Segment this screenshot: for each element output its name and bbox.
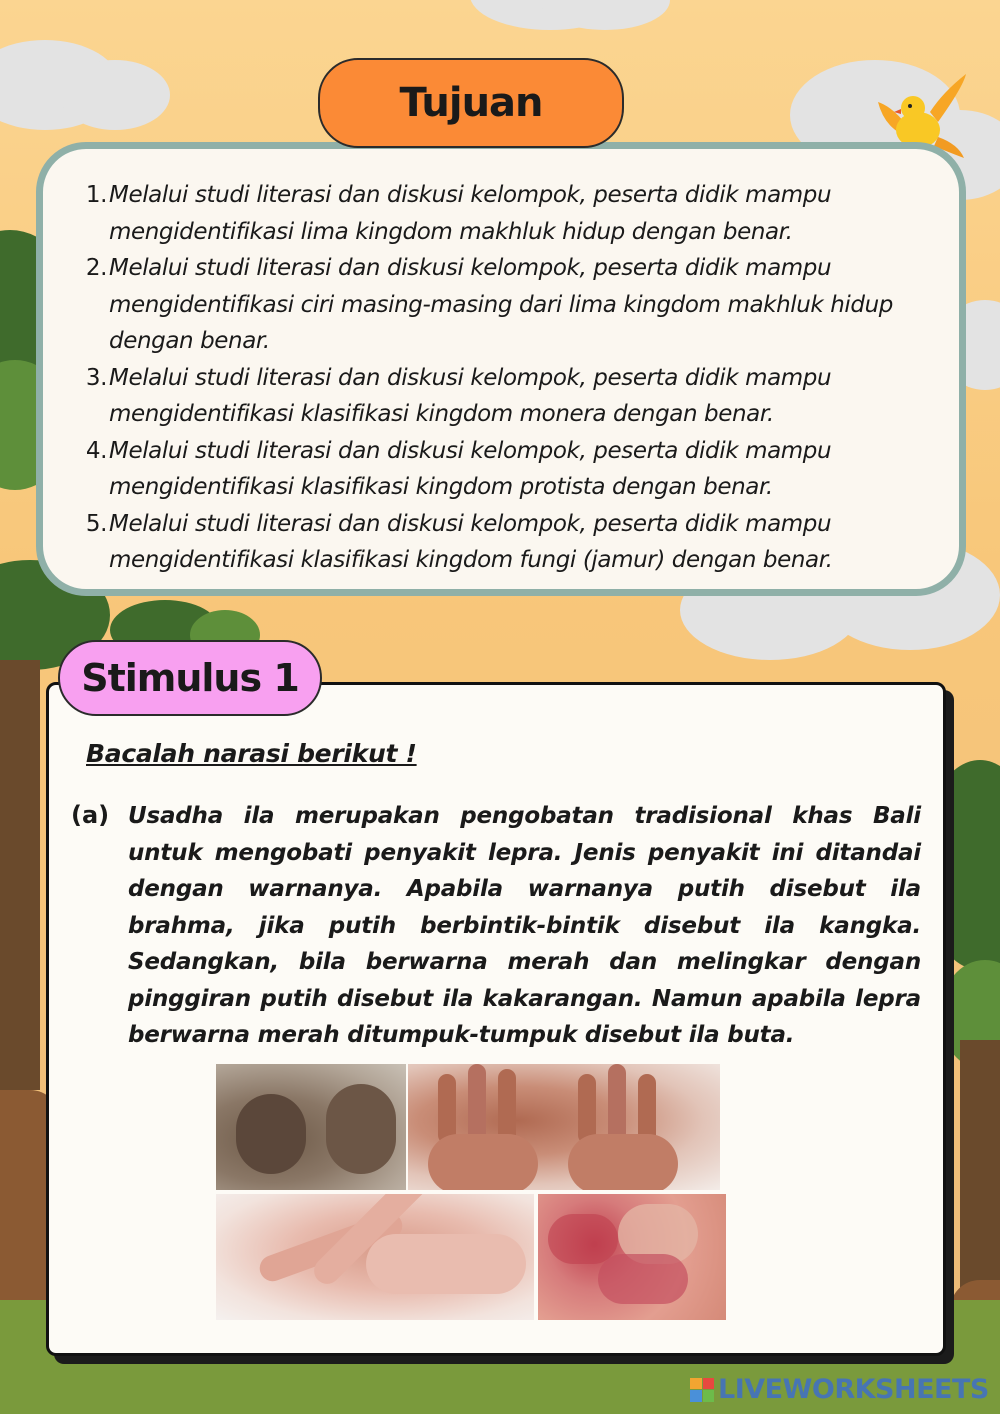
narrative-text: Usadha ila merupakan pengobatan tradisional khas Bali untuk mengobati penyakit lepra. Jenis penyakit ini ditandai dengan warnanya. Apabila warnanya putih disebut ila brahma, jika putih berbintik-bintik disebut ila kangka. Sedangkan, bila berwarna merah dan melingkar dengan pinggiran putih disebut ila kakarangan. Namun apabila lepra berwarna merah ditumpuk-tumpuk disebut ila buta. bbox=[128, 803, 921, 1048]
goal-text: Melalui studi literasi dan diskusi kelompok, peserta didik mampu mengidentifikasi klasifikasi kingdom monera dengan benar. bbox=[109, 364, 832, 427]
leprosy-feet-photo bbox=[216, 1064, 406, 1190]
goal-text: Melalui studi literasi dan diskusi kelompok, peserta didik mampu mengidentifikasi lima kingdom makhluk hidup dengan benar. bbox=[109, 182, 832, 245]
goal-number: 1. bbox=[85, 182, 107, 208]
goal-number: 2. bbox=[85, 255, 107, 281]
goal-text: Melalui studi literasi dan diskusi kelompok, peserta didik mampu mengidentifikasi ciri masing-masing dari lima kingdom makhluk hidup dengan benar. bbox=[109, 255, 893, 354]
goal-item bbox=[73, 433, 931, 506]
leprosy-palm-photo bbox=[216, 1194, 534, 1320]
liveworksheets-watermark[interactable] bbox=[690, 1374, 989, 1405]
liveworksheets-logo-icon bbox=[690, 1378, 714, 1402]
item-label: (a) bbox=[71, 801, 110, 829]
stimulus-title: Stimulus 1 bbox=[58, 640, 322, 716]
leprosy-skin-photo bbox=[538, 1194, 726, 1320]
goal-item bbox=[73, 360, 931, 433]
goal-number: 3. bbox=[85, 364, 107, 391]
tree-trunk bbox=[0, 660, 40, 1090]
cloud bbox=[60, 60, 170, 130]
goals-list bbox=[73, 177, 931, 579]
goal-number: 4. bbox=[85, 437, 107, 464]
goal-text: Melalui studi literasi dan diskusi kelompok, peserta didik mampu mengidentifikasi klasifikasi kingdom protista dengan benar. bbox=[109, 437, 832, 500]
leprosy-hands-photo bbox=[408, 1064, 720, 1190]
goal-number: 5. bbox=[85, 510, 107, 537]
tujuan-title: Tujuan bbox=[318, 58, 624, 148]
goals-box bbox=[36, 142, 966, 596]
tree-trunk bbox=[960, 1040, 1000, 1310]
liveworksheets-brand: LIVEWORKSHEETS bbox=[718, 1374, 989, 1405]
goal-item bbox=[73, 177, 931, 250]
goal-item bbox=[73, 506, 931, 579]
instruction-text: Bacalah narasi berikut ! bbox=[86, 739, 417, 768]
goal-text: Melalui studi literasi dan diskusi kelompok, peserta didik mampu mengidentifikasi klasifikasi kingdom fungi (jamur) dengan benar. bbox=[109, 510, 833, 573]
goal-item bbox=[73, 250, 931, 360]
